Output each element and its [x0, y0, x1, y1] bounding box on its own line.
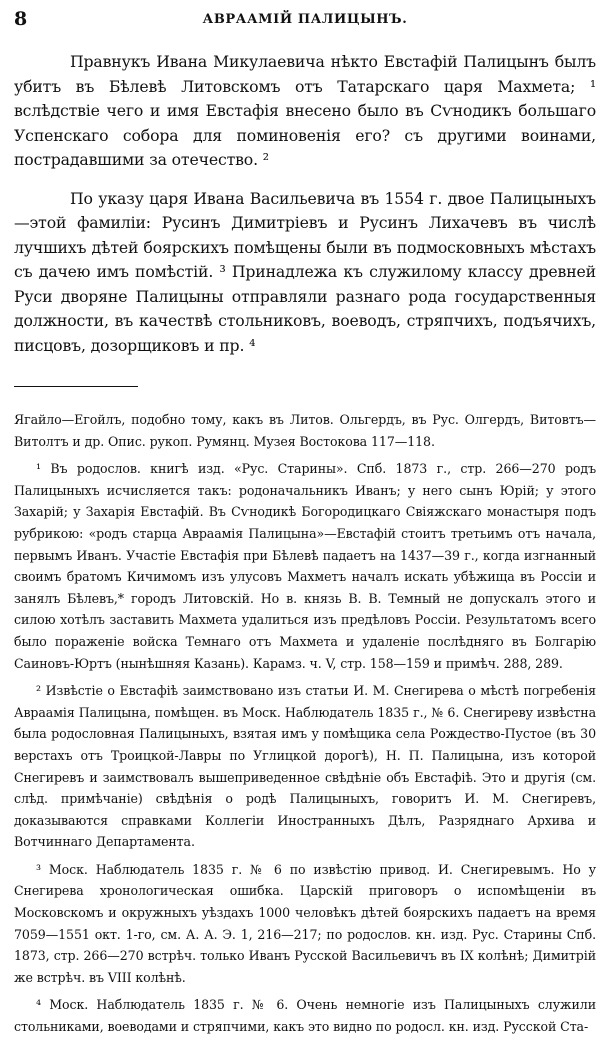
body-paragraph: Правнукъ Ивана Микулаевича нѣкто Евстафій Палицынъ былъ убитъ въ Бѣлевѣ Литовскомъ отъ Татарскаго царя Махмета; ¹ вслѣдствіе чего и имя Евстафія внесено было въ Сѵнодикъ большаго Успенскаго собора для поминовенія его? съ другими воинами, пострадавшими за отечество. ²	[14, 52, 596, 169]
page-number: 8	[14, 8, 28, 30]
body-paragraph: По указу царя Ивана Васильевича въ 1554 г. двое Палицыныхъ—этой фамиліи: Русинъ Димитріевъ и Русинъ Лихачевъ въ числѣ лучшихъ дѣтей боярскихъ помѣщены были въ подмосковныхъ мѣстахъ съ дачею имъ помѣстій. ³ Принадлежа къ служилому классу древней Руси дворяне Палицыны отправляли разнаго рода государственныя должности, въ качествѣ стольниковъ, воеводъ, стряпчихъ, подъячихъ, писцовъ, дозорщиковъ и пр. ⁴	[14, 188, 596, 355]
footnote-3: ³ Моск. Наблюдатель 1835 г. № 6 по извѣстію привод. И. Снегиревымъ. Но у Снегирева хронологическая ошибка. Царскій приговоръ о испомѣщеніи въ Московскомъ и окружныхъ уѣздахъ 1000 человѣкъ дѣтей боярскихъ падаетъ на время 7059—1551 окт. 1-го, см. А. А. Э. 1, 216—217; по родослов. кн. изд. Рус. Старины Спб. 1873, стр. 266—270 встрѣч. только Иванъ Русской Васильевичъ въ IX колѣнѣ; Димитрій же встрѣч. въ VIII колѣнѣ.	[14, 861, 596, 985]
footnote-4: ⁴ Моск. Наблюдатель 1835 г. № 6. Очень немногіе изъ Палицыныхъ служили стольниками, воеводами и стряпчими, какъ это видно по родосл. кн. изд. Русской Ста-	[14, 997, 596, 1035]
running-head: АВРААМІЙ ПАЛИЦЫНЪ.	[202, 12, 408, 27]
footnote-1: ¹ Въ родослов. книгѣ изд. «Рус. Старины». Спб. 1873 г., стр. 266—270 родъ Палицыныхъ исчисляется такъ: родоначальникъ Иванъ; у него сынъ Юрій; у этого Захарій; у Захарія Евстафій. Въ Сѵнодикѣ Богородицкаго Свіяжскаго монастыря подъ рубрикою: «родъ старца Авраамія Палицына»—Евстафій стоитъ третьимъ отъ начала, первымъ Иванъ. Участіе Евстафія при Бѣлевѣ падаетъ на 1437—39 г., когда изгнанный своимъ братомъ Кичимомъ изъ улусовъ Махметъ началъ искать убѣжища въ Россіи и занялъ Бѣлевъ,* городъ Литовскій. Но в. князь В. В. Темный не допускалъ этого и силою хотѣлъ заставить Махмета удалиться изъ предѣловъ Россіи. Результатомъ всего было пораженіе войска Темнаго отъ Махмета и удаленіе послѣдняго въ Болгарію Саиновъ-Юртъ (нынѣшняя Казань). Карамз. ч. V, стр. 158—159 и примѣч. 288, 289.	[14, 461, 596, 671]
footnote-continuation: Ягайло—Егойлъ, подобно тому, какъ въ Литов. Ольгердъ, въ Рус. Олгердъ, Витовтъ—Витолтъ и др. Опис. рукоп. Румянц. Музея Востокова 117—118.	[14, 412, 596, 449]
footnote-divider	[14, 386, 138, 387]
footnote-2: ² Извѣстіе о Евстафіѣ заимствовано изъ статьи И. М. Снегирева о мѣстѣ погребенія Авраамія Палицына, помѣщен. въ Моск. Наблюдатель 1835 г., № 6. Снегиреву извѣстна была родословная Палицыныхъ, взятая имъ у помѣщика села Рождество-Пустое (въ 30 верстахъ отъ Троицкой-Лавры по Углицкой дорогѣ), Н. П. Палицына, изъ которой Снегиревъ и заимствовалъ вышеприведенное свѣдѣніе объ Евстафіѣ. Это и другія (см. слѣд. примѣчаніе) свѣдѣнія о родѣ Палицыныхъ, говоритъ И. М. Снегиревъ, доказываются справками Коллегіи Иностранныхъ Дѣлъ, Разряднаго Архива и Вотчиннаго Департамента.	[14, 683, 596, 850]
page-header	[14, 0, 596, 40]
footnotes	[14, 409, 596, 1038]
main-text	[14, 50, 596, 358]
